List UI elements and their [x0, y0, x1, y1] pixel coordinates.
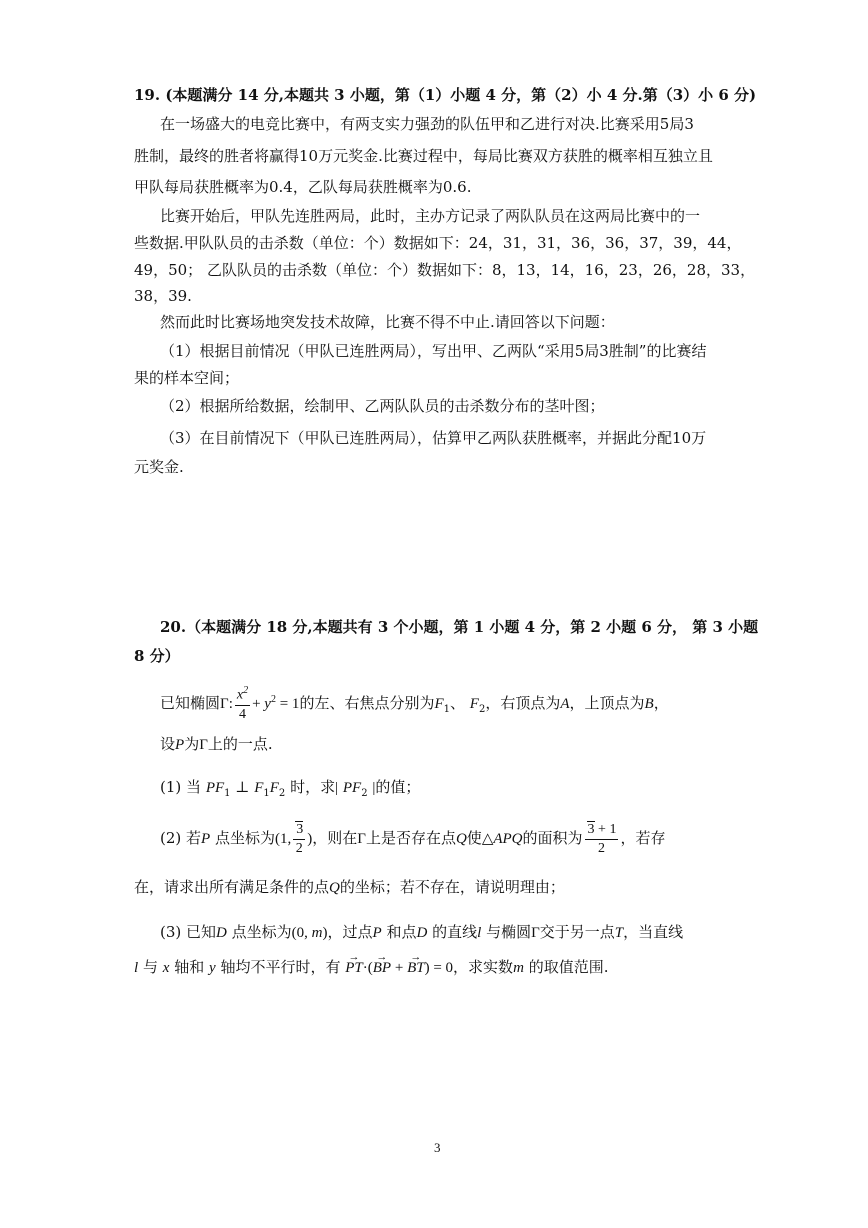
q19-para2-line1: 比赛开始后，甲队先连胜两局，此时，主办方记录了两队队员在这两局比赛中的一	[160, 207, 701, 225]
q19-sub1-line2: 果的样本空间；	[134, 369, 240, 387]
q19-para2-line2: 些数据.甲队队员的击杀数（单位：个）数据如下：24，31，31，36，36，37，39，44，	[134, 234, 742, 252]
q19-para1-line2: 胜制，最终的胜者将赢得10万元奖金.比赛过程中，每局比赛双方获胜的概率相互独立且	[134, 147, 713, 165]
q20-intro-line1: 已知椭圆Γ: $\frac{x^2}{4}$ + $y^2 = 1$的左、右焦点分别为$F_1$、 $F_2$，右顶点为A，上顶点为B，	[160, 685, 669, 722]
q19-para1-line3: 甲队每局获胜概率为0.4，乙队每局获胜概率为0.6.	[134, 178, 472, 196]
ellipse-fraction: $\frac{x^2}{4}$	[236, 685, 249, 722]
q20-sub1: (1) 当 $PF_1$ ⊥ $F_1F_2$ 时，求| $PF_2$ |的值；	[160, 778, 421, 799]
q19-sub1-line1: （1）根据目前情况（甲队已连胜两局），写出甲、乙两队“采用5局3胜制”的比赛结	[160, 342, 707, 360]
q20-header-line2: 8 分）	[134, 647, 180, 665]
q19-sub3-line2: 元奖金.	[134, 458, 184, 476]
q19-para2-line4: 38，39.	[134, 287, 192, 305]
q19-sub3-line1: （3）在目前情况下（甲队已连胜两局），估算甲乙两队获胜概率，并据此分配10万	[160, 429, 707, 447]
q20-intro-line2: 设P为Γ上的一点.	[160, 735, 273, 753]
page-number: 3	[434, 1140, 441, 1155]
q20-sub2-line1: (2) 若P 点坐标为(1, $\frac{3}{2}$ )，则在Γ上是否存在点Q使△APQ的面积为 $\frac{3 + 1}{2}$ ，若存	[160, 821, 666, 856]
q19-para3: 然而此时比赛场地突发技术故障，比赛不得不中止.请回答以下问题：	[160, 313, 615, 331]
q20-sub2-line2: 在，请求出所有满足条件的点Q的坐标；若不存在，请说明理由；	[134, 878, 565, 896]
q20-header-line1: 20.（本题满分 18 分,本题共有 3 个小题，第 1 小题 4 分，第 2 小题 6 分， 第 3 小题	[160, 618, 759, 636]
q20-sub3-line1: (3) 已知D 点坐标为(0, m)，过点P 和点D 的直线l 与椭圆Γ交于另一点T，当直线	[160, 923, 684, 941]
q19-header: 19. (本题满分 14 分,本题共 3 小题，第（1）小题 4 分，第（2）小 4 分.第（3）小 6 分)	[134, 86, 757, 104]
q19-para2-line3: 49，50； 乙队队员的击杀数（单位：个）数据如下：8，13，14，16，23，26，28，33，	[134, 261, 756, 279]
q20-sub3-line2: l 与 x 轴和 y 轴均不平行时，有 → PT·(→ BP + → BT) = 0，求实数m 的取值范围.	[134, 956, 608, 979]
q19-sub2: （2）根据所给数据，绘制甲、乙两队队员的击杀数分布的茎叶图；	[160, 397, 605, 415]
q19-para1-line1: 在一场盛大的电竞比赛中，有两支实力强劲的队伍甲和乙进行对决.比赛采用5局3	[160, 115, 694, 133]
